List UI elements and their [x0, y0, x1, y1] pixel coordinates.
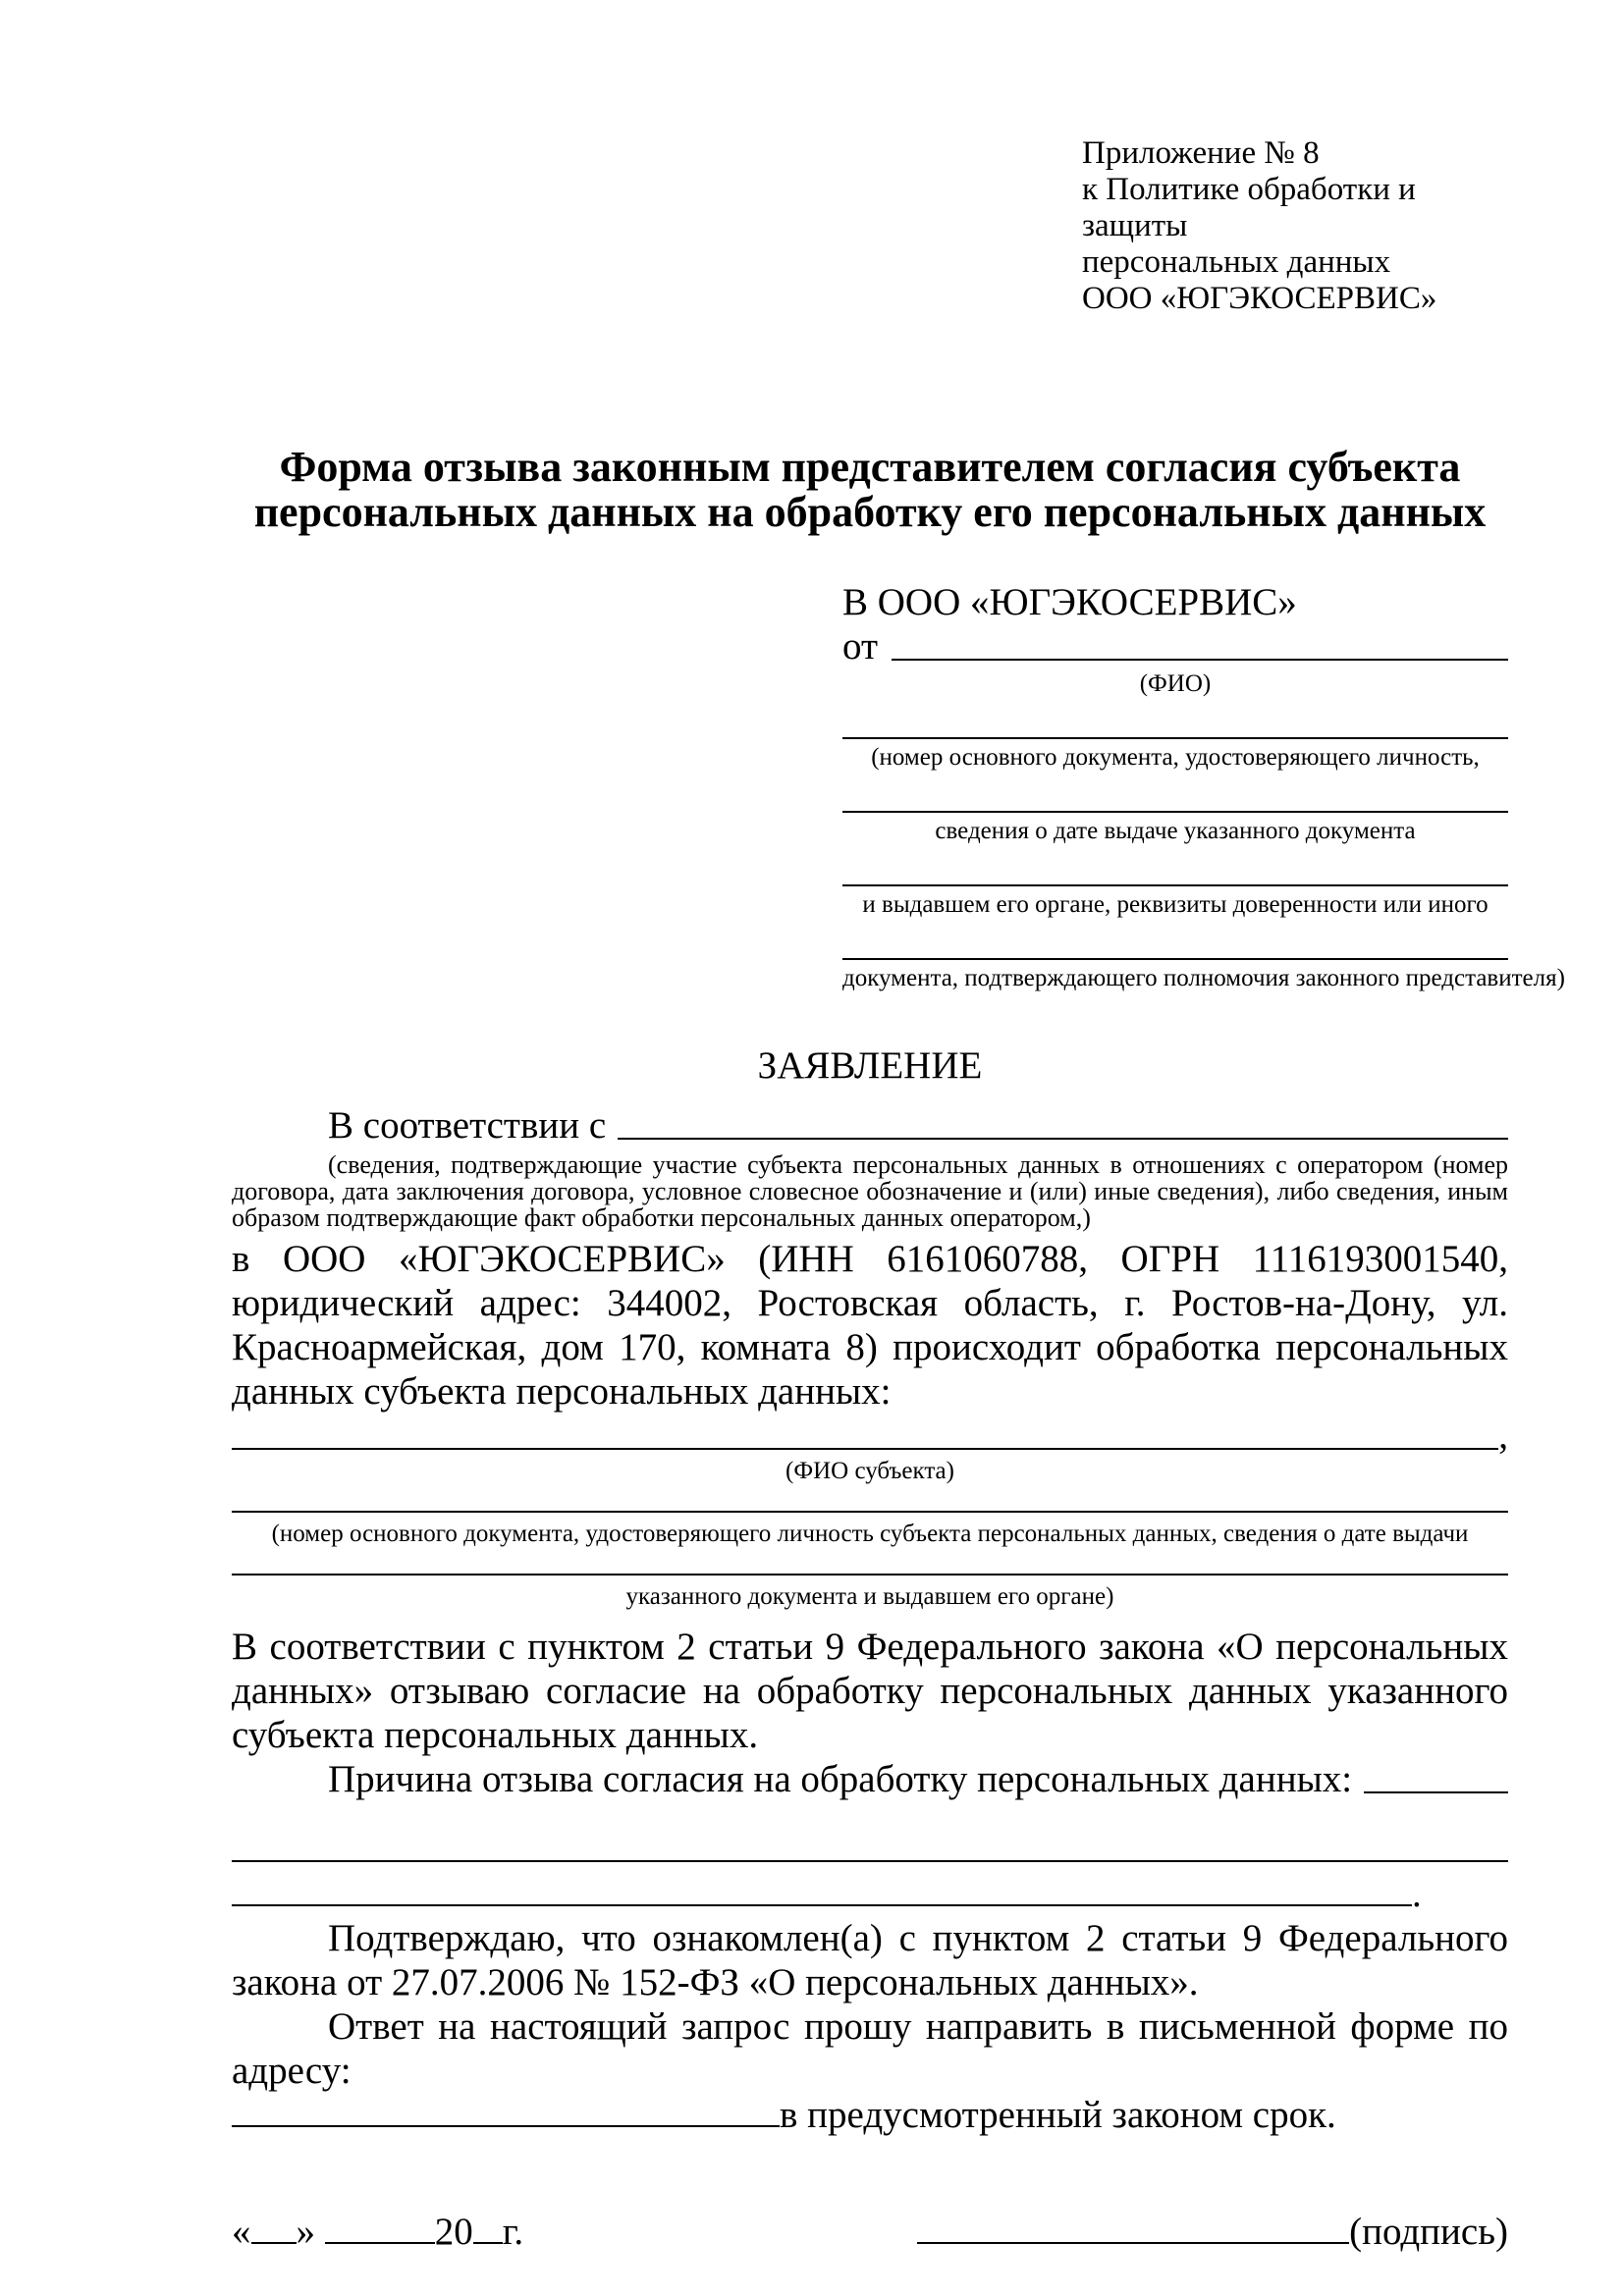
recipient-block	[842, 580, 1565, 992]
reply-line-2-text: в предусмотренный законом срок.	[780, 2094, 1336, 2136]
reason-line-period: .	[1412, 1873, 1422, 1915]
from-blank-line	[892, 659, 1508, 661]
appendix-header-line: к Политике обработки и защиты	[1082, 172, 1416, 243]
subject-fio-caption: (ФИО субъекта)	[785, 1458, 954, 1484]
reason-label: Причина отзыва согласия на обработку персональных данных:	[328, 1758, 1353, 1800]
appendix-header-line: персональных данных	[1082, 244, 1391, 280]
date-day-blank	[251, 2242, 297, 2244]
date-year-prefix: 20	[434, 2211, 473, 2253]
subject-doc-blank-line-1	[232, 1511, 1508, 1513]
operator-paragraph: в ООО «ЮГЭКОСЕРВИС» (ИНН 6161060788, ОГРН 1116193001540, юридический адрес: 344002, Ростовская область, г. Ростов-на-Дону, ул. Красноармейская, дом 170, комната 8) происходит обработка персональных данных субъекта персональных данных:	[232, 1238, 1508, 1413]
date-year-blank	[473, 2242, 503, 2244]
signature-blank-line	[917, 2242, 1349, 2244]
reason-row	[232, 1757, 1508, 1801]
page-content	[232, 0, 1565, 2254]
reason-blank-line	[1364, 1791, 1508, 1793]
appendix-header-block	[1082, 135, 1508, 317]
reason-extra-blank-line-1	[232, 1860, 1508, 1862]
reply-line-2	[232, 2093, 1508, 2137]
subject-block	[232, 1414, 1508, 1611]
subject-doc-caption-2: указанного документа и выдавшем его органе)	[625, 1583, 1114, 1610]
page-title: Форма отзыва законным представителем согласия субъекта персональных данных на обработку его персональных данных	[253, 443, 1487, 536]
subject-fio-blank-line	[232, 1448, 1498, 1450]
accordance-row	[232, 1103, 1508, 1148]
confirm-paragraph: Подтверждаю, что ознакомлен(а) с пунктом 2 статьи 9 Федерального закона от 27.07.2006 № 152-ФЗ «О персональных данных».	[232, 1917, 1508, 2003]
date-month-blank	[325, 2242, 435, 2244]
from-row	[842, 624, 1508, 668]
recipient-to: В ООО «ЮГЭКОСЕРВИС»	[842, 581, 1297, 623]
subject-doc-line-2	[232, 1574, 1508, 1583]
subject-doc-blank-line-2	[232, 1574, 1508, 1575]
signature-caption: (подпись)	[1349, 2211, 1508, 2253]
accordance-fine-print: (сведения, подтверждающие участие субъекта персональных данных в отношениях с оператором (номер договора, дата заключения договора, условное словесное обозначение и (или) иные сведения), либо сведения, иным образом подтверждающие факт обработки персональных данных оператором,)	[232, 1150, 1508, 1232]
signature-date	[232, 2210, 523, 2254]
date-quote-open: «	[232, 2211, 251, 2253]
reason-extra-line-2	[232, 1872, 1508, 1916]
address-blank-line	[232, 2125, 780, 2127]
date-year-suffix: г.	[502, 2211, 524, 2253]
from-label: от	[842, 625, 879, 667]
subject-fio-line	[232, 1414, 1508, 1458]
recipient-field-caption: и выдавшем его органе, реквизиты доверенности или иного	[842, 884, 1508, 919]
appendix-header-line: Приложение № 8	[1082, 135, 1320, 171]
recipient-field-caption: (номер основного документа, удостоверяющего личность,	[842, 737, 1508, 772]
reply-line-1: Ответ на настоящий запрос прошу направить в письменной форме по адресу:	[232, 2005, 1508, 2092]
withdraw-paragraph: В соответствии с пунктом 2 статьи 9 Федерального закона «О персональных данных» отзываю согласие на обработку персональных данных указанного субъекта персональных данных.	[232, 1626, 1508, 1756]
subject-doc-line-1	[232, 1511, 1508, 1521]
accordance-lead: В соответствии с	[328, 1104, 607, 1147]
fio-caption: (ФИО)	[1139, 670, 1212, 697]
recipient-field-caption: документа, подтверждающего полномочия законного представителя)	[842, 958, 1508, 992]
recipient-field-caption: сведения о дате выдаче указанного документа	[842, 811, 1508, 845]
signature-sign	[917, 2210, 1508, 2254]
subject-fio-comma: ,	[1498, 1415, 1508, 1457]
reason-extra-line-1	[232, 1860, 1508, 1870]
signature-row	[232, 2210, 1508, 2254]
subject-doc-caption-1: (номер основного документа, удостоверяющего личность субъекта персональных данных, сведения о дате выдачи	[271, 1521, 1469, 1547]
appendix-header-line: ООО «ЮГЭКОСЕРВИС»	[1082, 281, 1437, 316]
reason-extra-blank-line-2	[232, 1904, 1412, 1906]
statement-heading: ЗАЯВЛЕНИЕ	[757, 1044, 983, 1087]
accordance-blank-line	[618, 1138, 1508, 1140]
date-quote-close: »	[296, 2211, 315, 2253]
